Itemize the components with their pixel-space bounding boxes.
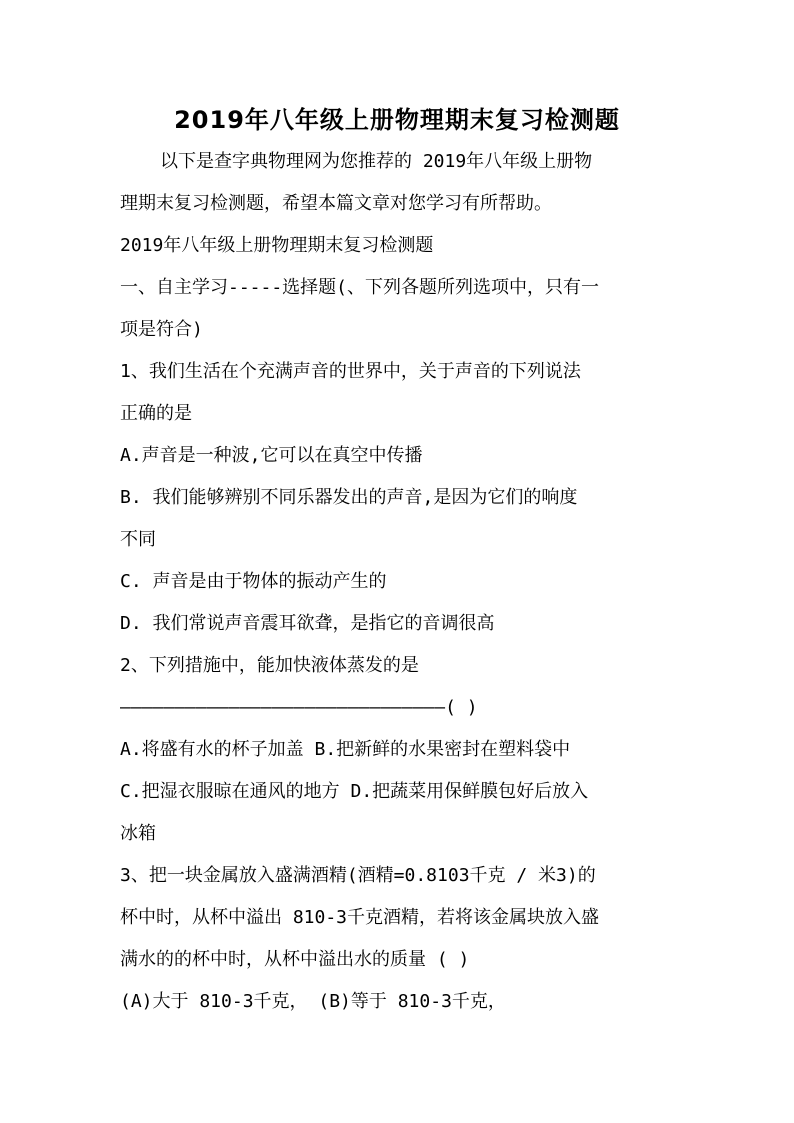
q1-option-a: A.声音是一种波,它可以在真空中传播 xyxy=(120,445,423,466)
section-heading: 2019年八年级上册物理期末复习检测题 xyxy=(120,235,434,256)
q2-options-cd: C.把湿衣服晾在通风的地方 D.把蔬菜用保鲜膜包好后放入 xyxy=(120,781,589,802)
document-title: 2019年八年级上册物理期末复习检测题 xyxy=(174,106,620,134)
question-2: 2、下列措施中，能加快液体蒸发的是 xyxy=(120,655,419,676)
intro-line-1: 以下是查字典物理网为您推荐的 2019年八年级上册物 xyxy=(160,151,593,172)
q3-options-ab: (A)大于 810-3千克， (B)等于 810-3千克， xyxy=(120,991,506,1012)
question-1-cont: 正确的是 xyxy=(120,403,192,424)
intro-line-2: 理期末复习检测题，希望本篇文章对您学习有所帮助。 xyxy=(120,193,552,214)
q2-options-ab: A.将盛有水的杯子加盖 B.把新鲜的水果密封在塑料袋中 xyxy=(120,739,571,760)
q1-option-b-cont: 不同 xyxy=(120,529,156,550)
question-3-cont-2: 满水的的杯中时，从杯中溢出水的质量 ( ) xyxy=(120,949,470,970)
q1-option-b: B. 我们能够辨别不同乐器发出的声音,是因为它们的响度 xyxy=(120,487,578,508)
question-3-cont-1: 杯中时，从杯中溢出 810-3千克酒精，若将该金属块放入盛 xyxy=(120,907,600,928)
question-1: 1、我们生活在个充满声音的世界中，关于声音的下列说法 xyxy=(120,361,581,382)
question-2-blank: ——————————————————————————————( ) xyxy=(120,697,478,718)
part-one-heading-cont: 项是符合) xyxy=(120,319,203,340)
question-3: 3、把一块金属放入盛满酒精(酒精=0.8103千克 / 米3)的 xyxy=(120,865,596,886)
q1-option-d: D. 我们常说声音震耳欲聋，是指它的音调很高 xyxy=(120,613,495,634)
q1-option-c: C. 声音是由于物体的振动产生的 xyxy=(120,571,387,592)
q2-options-cd-cont: 冰箱 xyxy=(120,823,156,844)
part-one-heading: 一、自主学习-----选择题(、下列各题所列选项中，只有一 xyxy=(120,277,600,298)
